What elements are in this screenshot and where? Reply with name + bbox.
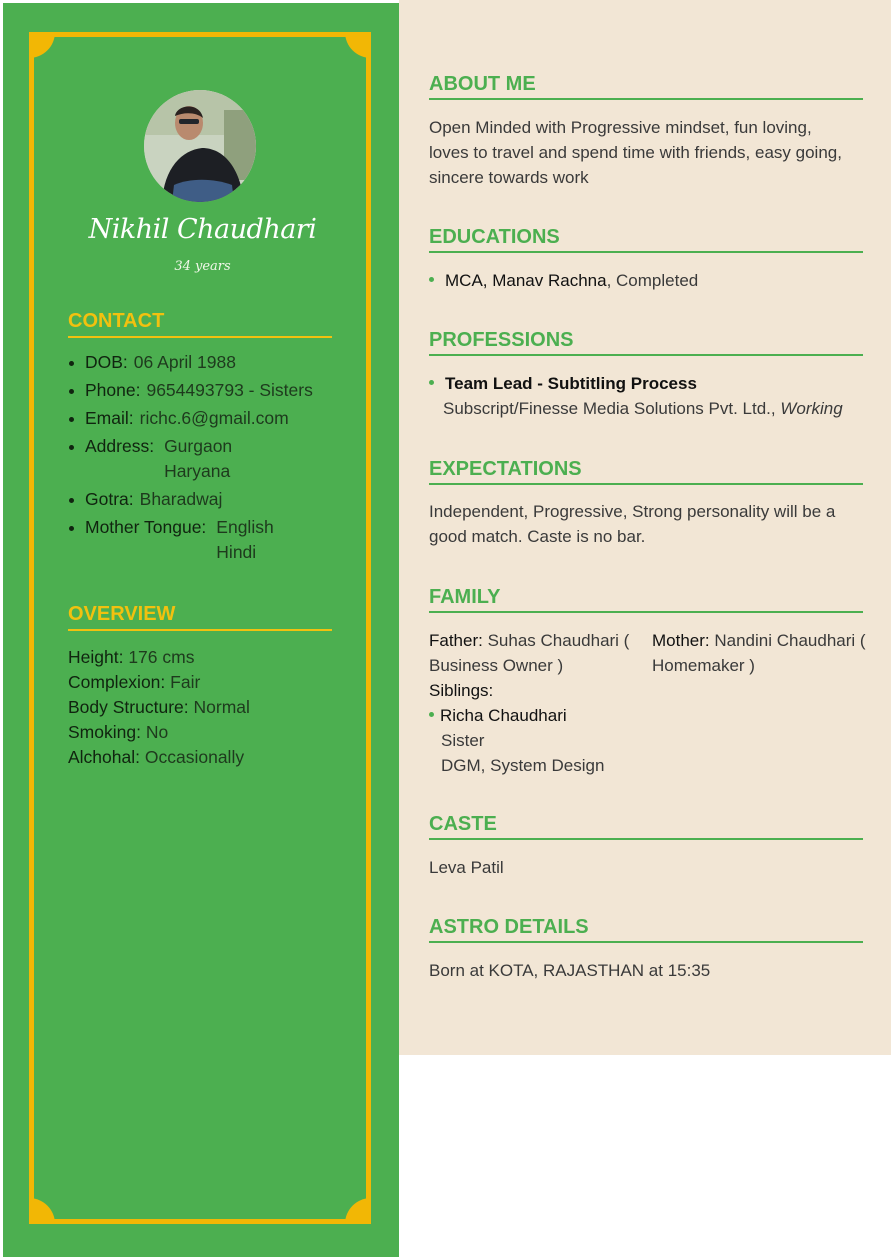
bullet-icon [429, 380, 434, 385]
address-state: Haryana [164, 461, 231, 481]
overview-label: Height: [68, 647, 124, 667]
avatar [144, 90, 256, 202]
education-heading: EDUCATIONS [429, 226, 863, 253]
profession-company: Subscript/Finesse Media Solutions Pvt. Ltd., [443, 399, 776, 418]
overview-item-height [68, 645, 368, 670]
caste-text: Leva Patil [429, 858, 504, 877]
education-degree: MCA, Manav Rachna [445, 271, 607, 290]
sibling-name: Richa Chaudhari [440, 706, 567, 725]
overview-item-body-structure [68, 695, 368, 720]
siblings-label: Siblings: [429, 681, 494, 700]
contact-label: Mother Tongue: [85, 517, 207, 537]
overview-item-complexion [68, 670, 368, 695]
contact-heading: CONTACT [68, 310, 332, 338]
overview-label: Body Structure: [68, 697, 189, 717]
frame-corner [29, 1198, 55, 1224]
overview-list [68, 645, 368, 770]
frame-corner [345, 32, 371, 58]
contact-value [216, 515, 273, 565]
bullet-icon [69, 526, 74, 531]
avatar-photo [144, 90, 256, 202]
education-status: , Completed [606, 271, 699, 290]
overview-label: Smoking: [68, 722, 141, 742]
contact-value [164, 434, 232, 484]
profession-status: Working [780, 399, 843, 418]
language-1: English [216, 517, 274, 537]
frame-corner [345, 1198, 371, 1224]
father-label: Father: [429, 631, 483, 650]
overview-item-smoking [68, 720, 368, 745]
profession-heading: PROFESSIONS [429, 329, 863, 356]
contact-value: richc.6@gmail.com [139, 408, 289, 428]
profile-name: Nikhil Chaudhari [88, 214, 317, 245]
bullet-icon [429, 712, 434, 717]
family-heading: FAMILY [429, 586, 863, 613]
contact-label: DOB: [85, 352, 128, 372]
overview-value: 176 cms [128, 647, 195, 667]
expectations-heading: EXPECTATIONS [429, 458, 863, 485]
bullet-icon [69, 389, 74, 394]
caste-heading: CASTE [429, 813, 863, 840]
overview-label: Complexion: [68, 672, 166, 692]
astro-heading: ASTRO DETAILS [429, 916, 863, 943]
about-text: Open Minded with Progressive mindset, fun loving, loves to travel and spend time with friends, easy going, sincere towards work [429, 118, 842, 187]
overview-value: Fair [170, 672, 201, 692]
contact-value: 9654493793 - Sisters [146, 380, 313, 400]
profession-title: Team Lead - Subtitling Process [445, 374, 697, 393]
mother-label: Mother: [652, 631, 710, 650]
bullet-icon [69, 445, 74, 450]
expectations-text: Independent, Progressive, Strong personality will be a good match. Caste is no bar. [429, 502, 836, 546]
family-right-column [652, 628, 877, 678]
astro-text: Born at KOTA, RAJASTHAN at 15:35 [429, 961, 711, 980]
language-2: Hindi [216, 542, 257, 562]
family-left-column [429, 628, 644, 778]
contact-item-email [68, 406, 368, 431]
overview-item-alcohol [68, 745, 368, 770]
contact-label: Address: [85, 436, 155, 456]
overview-value: No [145, 722, 169, 742]
bullet-icon [69, 417, 74, 422]
frame-corner [29, 32, 55, 58]
contact-list [68, 350, 368, 568]
contact-item-address [68, 434, 368, 484]
contact-item-mother-tongue [68, 515, 368, 565]
profession-item [429, 371, 863, 421]
father-value: Suhas Chaudhari ( Business Owner ) [429, 631, 630, 675]
sibling-item [429, 703, 644, 778]
bullet-icon [69, 498, 74, 503]
bullet-icon [69, 361, 74, 366]
about-heading: ABOUT ME [429, 73, 863, 100]
contact-label: Email: [85, 408, 134, 428]
bullet-icon [429, 277, 434, 282]
mother-value: Nandini Chaudhari ( Homemaker ) [652, 631, 866, 675]
contact-label: Phone: [85, 380, 141, 400]
overview-value: Occasionally [144, 747, 245, 767]
mother-info [652, 628, 877, 678]
contact-item-gotra [68, 487, 368, 512]
overview-value: Normal [193, 697, 250, 717]
address-city: Gurgaon [164, 436, 233, 456]
contact-value: Bharadwaj [139, 489, 223, 509]
overview-heading: OVERVIEW [68, 603, 332, 631]
overview-label: Alchohal: [68, 747, 140, 767]
education-item [429, 268, 863, 293]
sibling-relation: Sister [441, 731, 485, 750]
contact-value: 06 April 1988 [133, 352, 236, 372]
profile-age: 34 years [174, 259, 231, 274]
contact-label: Gotra: [85, 489, 134, 509]
contact-item-phone [68, 378, 368, 403]
sibling-occupation: DGM, System Design [441, 756, 605, 775]
contact-item-dob [68, 350, 368, 375]
father-info [429, 628, 644, 678]
